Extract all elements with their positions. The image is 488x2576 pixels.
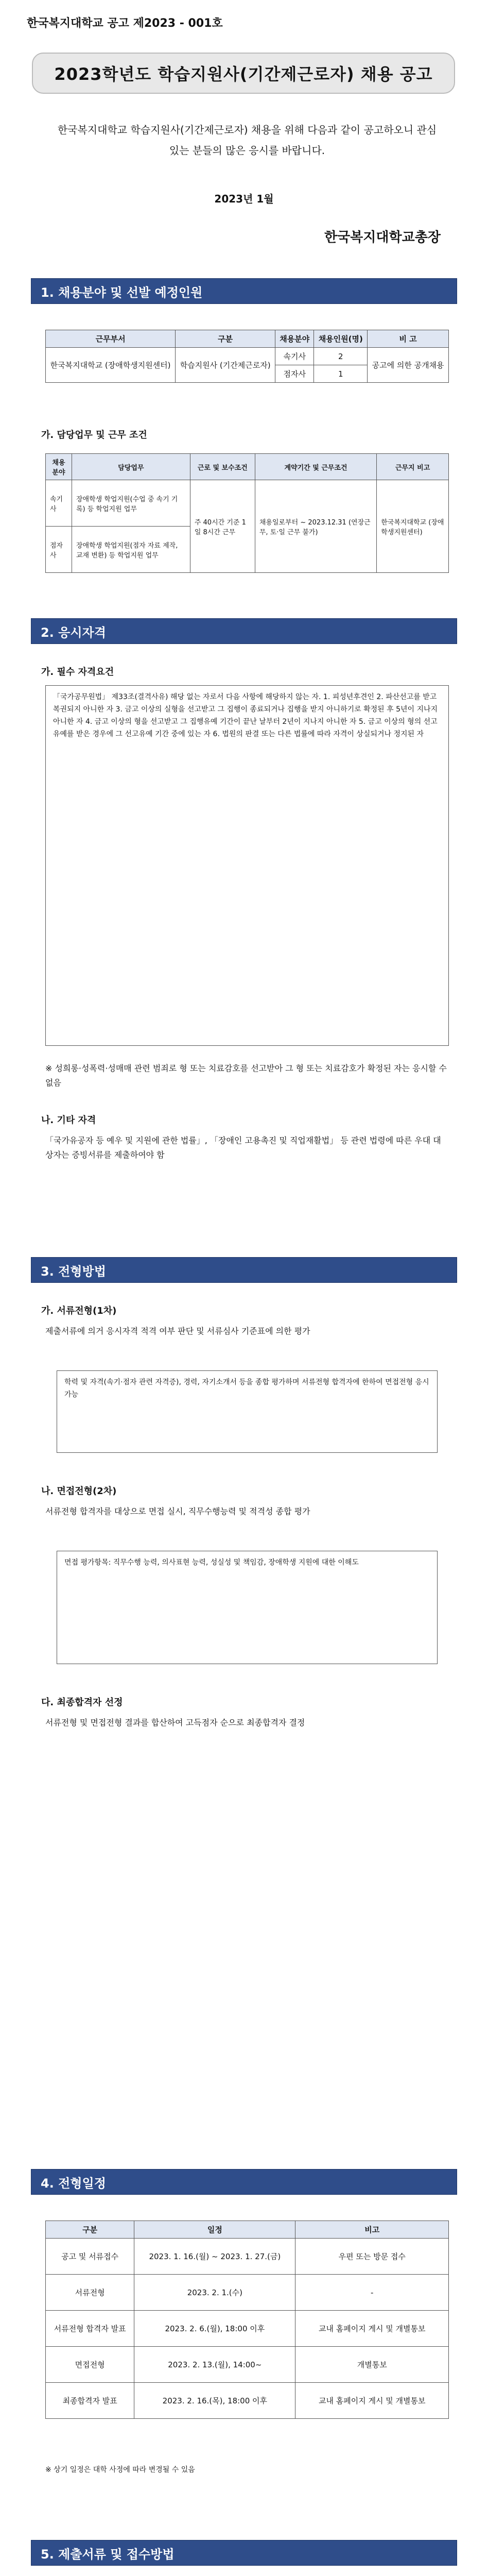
table-row — [46, 348, 449, 365]
section-title: 5. 제출서류 및 접수방법 — [41, 2547, 175, 2562]
table-cell: 장애학생 학업지원(수업 중 속기 기록) 등 학업지원 업무 — [72, 480, 190, 527]
table-cell: 공고에 의한 공개채용 — [368, 348, 449, 383]
table-cell: 1 — [314, 365, 368, 383]
qualification-box: 「국가공무원법」 제33조(결격사유) 해당 없는 자로서 다음 사항에 해당하지 않는 자. 1. 피성년후견인 2. 파산선고를 받고 복권되지 아니한 자 3. 금고 이상의 실형을 선고받고 그 집행이 종료되거나 집행을 받지 아니하기로 확정된 후 5년이 지나지 아니한 자 4. 금고 이상의 형을 선고받고 그 집행유예 기간이 끝난 날부터 2년이 지나지 아니한 자 5. 금고 이상의 형의 선고유예를 받은 경우에 그 선고유예 기간 중에 있는 자 6. 법원의 판결 또는 다른 법률에 따라 자격이 상실되거나 정지된 자 — [45, 685, 449, 1046]
table-cell: 2023. 2. 13.(월), 14:00~ — [134, 2347, 295, 2383]
table-cell: 점자사 — [46, 527, 72, 573]
table-header: 채용분야 — [275, 330, 314, 348]
table-cell: 속기사 — [46, 480, 72, 527]
table-cell: 2 — [314, 348, 368, 365]
section-header-2 — [31, 618, 457, 644]
table-header: 채용인원(명) — [314, 330, 368, 348]
table-cell: 주 40시간 기준 1일 8시간 근무 — [190, 480, 255, 573]
table-cell: 서류전형 — [46, 2275, 134, 2311]
table-cell: 서류전형 합격자 발표 — [46, 2311, 134, 2347]
table-row — [46, 2347, 449, 2383]
table-header: 비 고 — [368, 330, 449, 348]
section-title: 1. 채용분야 및 선발 예정인원 — [41, 285, 203, 300]
subsection-title: 가. 필수 자격요건 — [41, 667, 114, 677]
section-title: 2. 응시자격 — [41, 625, 106, 640]
subsection-title: 가. 서류전형(1차) — [41, 1306, 117, 1316]
interview-text: 서류전형 합격자를 대상으로 면접 실시, 직무수행능력 및 적격성 종합 평가 — [45, 1506, 310, 1516]
section-title: 4. 전형일정 — [41, 2176, 106, 2191]
schedule-note: ※ 상기 일정은 대학 사정에 따라 변경될 수 있음 — [45, 2466, 195, 2474]
intro-text: 한국복지대학교 학습지원사(기간제근로자) 채용을 위해 다음과 같이 공고하오니 관심 있는 분들의 많은 응시를 바랍니다. — [57, 124, 437, 157]
table-cell: 교내 홈페이지 게시 및 개별통보 — [295, 2383, 449, 2419]
table-row — [46, 2275, 449, 2311]
table-cell: 채용일로부터 ~ 2023.12.31 (연장근무, 토·일 근무 불가) — [255, 480, 376, 573]
table-cell: 우편 또는 방문 접수 — [295, 2239, 449, 2275]
table-cell: 개별통보 — [295, 2347, 449, 2383]
table-cell: 면접전형 — [46, 2347, 134, 2383]
table-header: 담당업무 — [72, 454, 190, 480]
table-cell: 2023. 2. 16.(목), 18:00 이후 — [134, 2383, 295, 2419]
document-screening-text: 제출서류에 의거 응시자격 적격 여부 판단 및 서류심사 기준표에 의한 평가 — [45, 1326, 310, 1336]
announcement-date: 2023년 1월 — [214, 193, 274, 205]
schedule-table — [45, 2221, 449, 2419]
page-title — [32, 53, 455, 94]
table-cell: 2023. 2. 6.(월), 18:00 이후 — [134, 2311, 295, 2347]
table-cell: 2023. 1. 16.(월) ~ 2023. 1. 27.(금) — [134, 2239, 295, 2275]
qualification-note: ※ 성희롱·성폭력·성매매 관련 범죄로 형 또는 치료감호를 선고받아 그 형 또는 치료감호가 확정된 자는 응시할 수 없음 — [45, 1063, 447, 1088]
section-title: 3. 전형방법 — [41, 1264, 106, 1279]
table-cell: 학습지원사 (기간제근로자) — [176, 348, 275, 383]
table-header: 근무부서 — [46, 330, 176, 348]
page-title-text: 2023학년도 학습지원사(기간제근로자) 채용 공고 — [54, 64, 433, 84]
table-header: 일정 — [134, 2221, 295, 2239]
table-row — [46, 480, 449, 527]
table-row — [46, 2239, 449, 2275]
table-row — [46, 2311, 449, 2347]
table-cell: 2023. 2. 1.(수) — [134, 2275, 295, 2311]
final-selection-text: 서류전형 및 면접전형 결과를 합산하여 고득점자 순으로 최종합격자 결정 — [45, 1718, 305, 1727]
table-row — [46, 2383, 449, 2419]
section-header-4 — [31, 2169, 457, 2195]
table-cell: 장애학생 학업지원(점자 자료 제작, 교재 변환) 등 학업지원 업무 — [72, 527, 190, 573]
recruitment-table — [45, 330, 449, 383]
table-cell: 속기사 — [275, 348, 314, 365]
duty-table — [45, 453, 449, 573]
table-cell: 한국복지대학교 (장애학생지원센터) — [46, 348, 176, 383]
subsection-title: 나. 면접전형(2차) — [41, 1486, 117, 1497]
section-header-1 — [31, 278, 457, 304]
table-cell: 점자사 — [275, 365, 314, 383]
table-cell: - — [295, 2275, 449, 2311]
section-header-3 — [31, 1257, 457, 1283]
document-screening-box: 학력 및 자격(속기·점자 관련 자격증), 경력, 자기소개서 등을 종합 평가하며 서류전형 합격자에 한하여 면접전형 응시 가능 — [57, 1370, 438, 1453]
interview-box: 면접 평가항목: 직무수행 능력, 의사표현 능력, 성실성 및 책임감, 장애학생 지원에 대한 이해도 — [57, 1551, 438, 1664]
document-number: 한국복지대학교 공고 제2023 - 001호 — [27, 17, 223, 30]
table-cell: 교내 홈페이지 게시 및 개별통보 — [295, 2311, 449, 2347]
other-qualification-text: 「국가유공자 등 예우 및 지원에 관한 법률」, 「장애인 고용촉진 및 직업재활법」 등 관련 법령에 따른 우대 대상자는 증빙서류를 제출하여야 함 — [45, 1136, 441, 1160]
subsection-title: 나. 기타 자격 — [41, 1115, 96, 1126]
section-header-5 — [31, 2540, 457, 2566]
table-header: 구분 — [46, 2221, 134, 2239]
table-header: 구분 — [176, 330, 275, 348]
subsection-title: 다. 최종합격자 선정 — [41, 1697, 123, 1708]
table-cell: 한국복지대학교 (장애학생지원센터) — [377, 480, 449, 573]
table-header: 근로 및 보수조건 — [190, 454, 255, 480]
subsection-title: 가. 담당업무 및 근무 조건 — [41, 430, 147, 440]
table-cell: 공고 및 서류접수 — [46, 2239, 134, 2275]
table-cell: 최종합격자 발표 — [46, 2383, 134, 2419]
table-header: 계약기간 및 근무조건 — [255, 454, 376, 480]
organization-name: 한국복지대학교총장 — [324, 230, 441, 245]
table-header: 근무지 비고 — [377, 454, 449, 480]
table-header: 비고 — [295, 2221, 449, 2239]
table-header: 채용분야 — [46, 454, 72, 480]
